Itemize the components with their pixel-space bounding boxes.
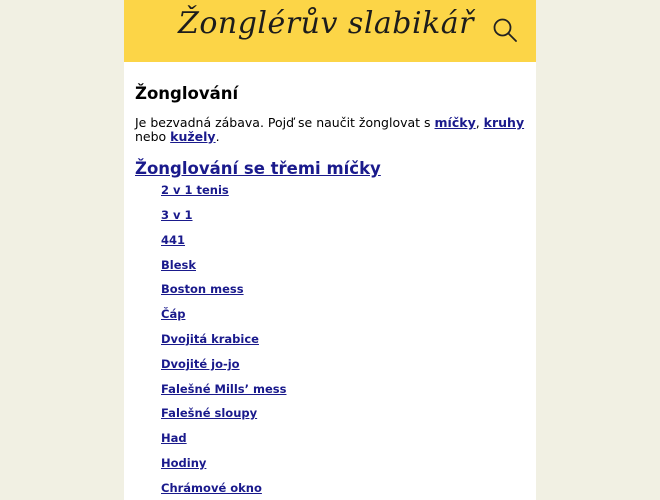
list-item: [161, 332, 259, 346]
intro-separator: ,: [475, 115, 484, 130]
trick-link[interactable]: Blesk: [161, 258, 196, 272]
three-ball-section-link[interactable]: Žonglování se třemi míčky: [135, 159, 381, 178]
trick-link[interactable]: Dvojitá krabice: [161, 332, 259, 346]
intro-paragraph: [135, 116, 525, 144]
page-title: Žonglování: [135, 84, 239, 103]
list-item: [161, 456, 206, 470]
section-heading: [135, 158, 525, 180]
page-container: [124, 0, 536, 500]
trick-link[interactable]: 441: [161, 233, 186, 247]
intro-text-after: .: [215, 129, 220, 144]
list-item: [161, 431, 187, 445]
trick-link[interactable]: Boston mess: [161, 282, 244, 296]
search-icon: [492, 17, 518, 43]
trick-link[interactable]: Čáp: [161, 307, 186, 321]
trick-link[interactable]: Had: [161, 431, 187, 445]
clubs-link[interactable]: kužely: [170, 129, 216, 144]
list-item: [161, 406, 257, 420]
trick-link[interactable]: Falešné Mills’ mess: [161, 382, 287, 396]
list-item: [161, 233, 185, 247]
list-item: [161, 307, 185, 321]
list-item: [161, 382, 286, 396]
site-title-link[interactable]: Žonglérův slabikář: [178, 6, 475, 41]
trick-link[interactable]: Falešné sloupy: [161, 406, 258, 420]
site-header: [124, 0, 536, 62]
trick-link[interactable]: Chrámové okno: [161, 481, 262, 495]
rings-link[interactable]: kruhy: [483, 115, 525, 130]
intro-text-before: Je bezvadná zábava. Pojď se naučit žonglovat s: [135, 115, 435, 130]
list-item: [161, 282, 244, 296]
intro-text-between: nebo: [135, 129, 171, 144]
search-button[interactable]: [492, 17, 518, 43]
main-content: [124, 84, 536, 495]
list-item: [161, 357, 240, 371]
list-item: [161, 208, 193, 222]
trick-link[interactable]: 3 v 1: [161, 208, 193, 222]
balls-link[interactable]: míčky: [434, 115, 476, 130]
list-item: [161, 481, 262, 495]
trick-link[interactable]: Hodiny: [161, 456, 207, 470]
list-item: [161, 258, 196, 272]
trick-link[interactable]: 2 v 1 tenis: [161, 183, 229, 197]
trick-link[interactable]: Dvojité jo-jo: [161, 357, 240, 371]
list-item: [161, 183, 229, 197]
